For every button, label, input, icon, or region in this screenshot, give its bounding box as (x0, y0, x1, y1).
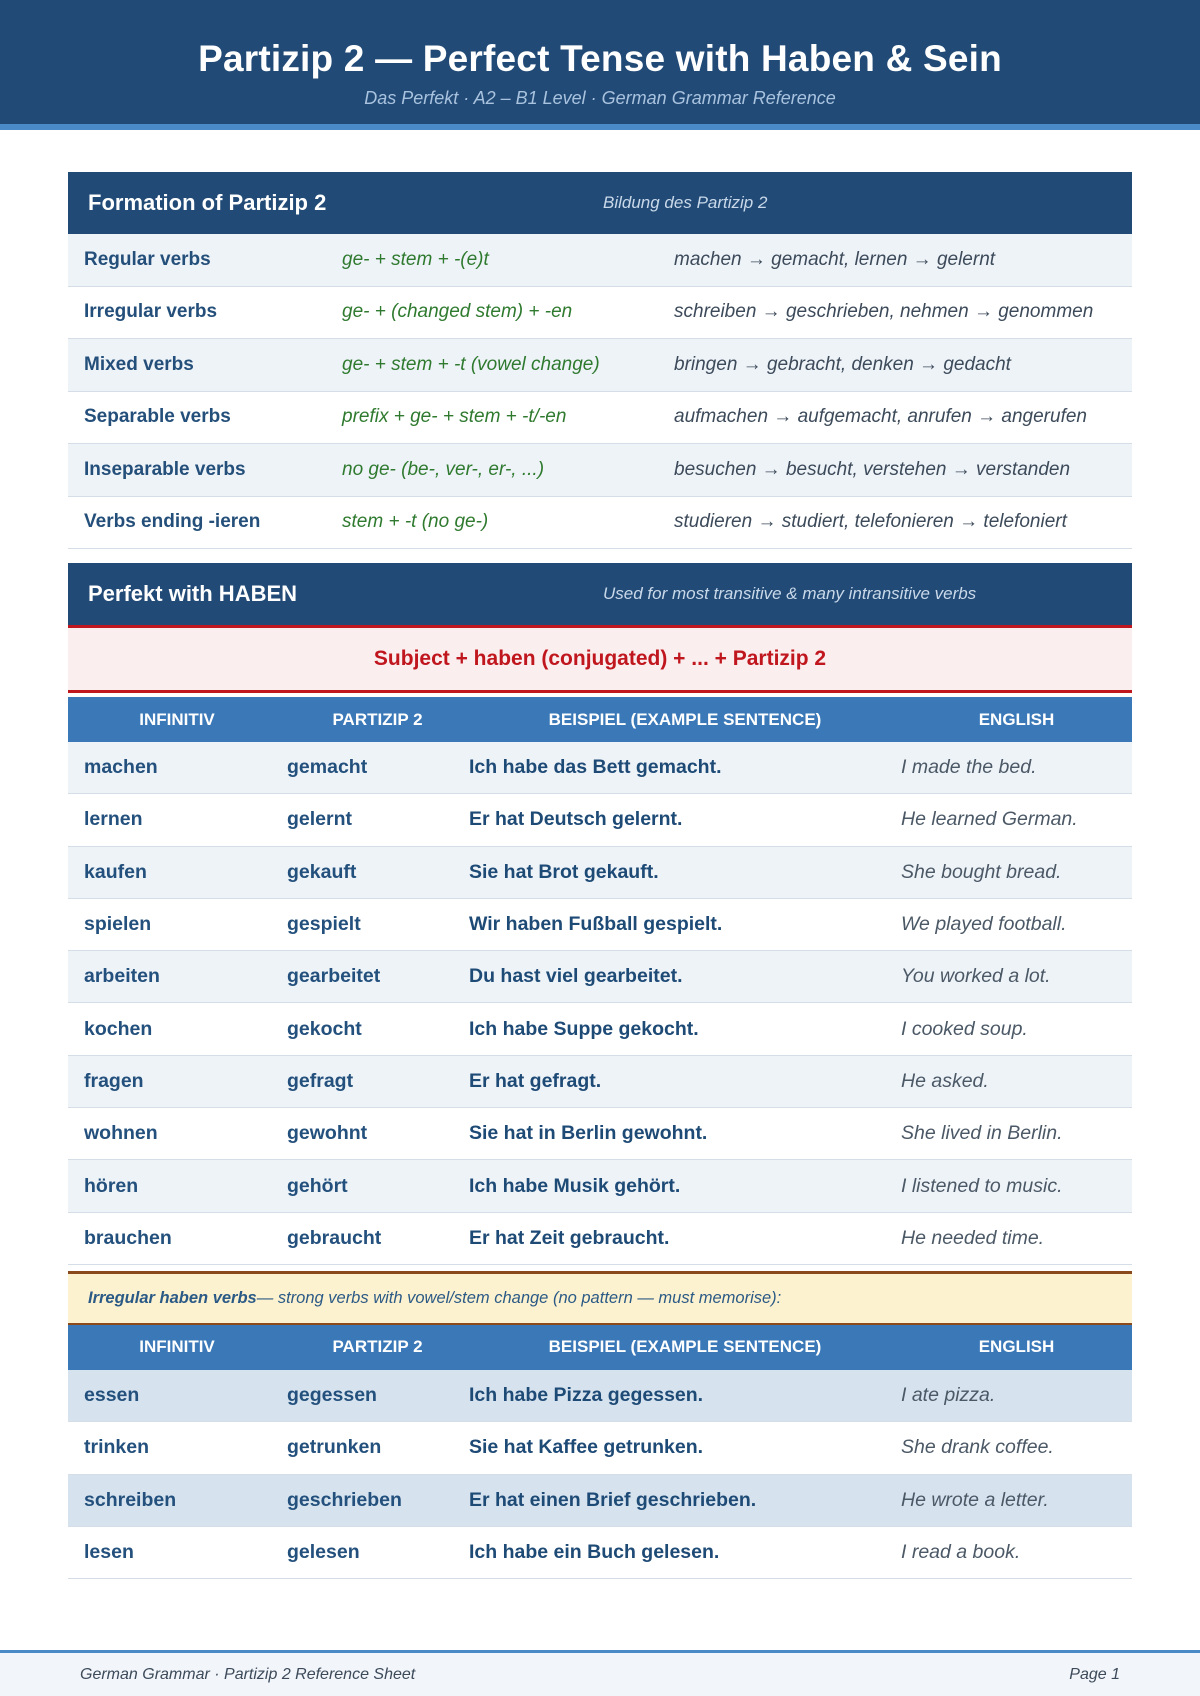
english-cell: I ate pizza. (901, 1384, 996, 1407)
verb-type: Separable verbs (84, 406, 231, 428)
haben-table-header (68, 697, 1132, 742)
formation-rule: ge- + stem + -t (vowel change) (342, 353, 600, 375)
table-row (68, 1213, 1132, 1265)
english-cell: He asked. (901, 1069, 989, 1092)
table-row (68, 1527, 1132, 1579)
english-cell: You worked a lot. (901, 965, 1051, 988)
column-header-english: ENGLISH (978, 1337, 1055, 1357)
table-row (68, 1003, 1132, 1055)
irregular-note (68, 1271, 1132, 1325)
formation-rule: stem + -t (no ge-) (342, 511, 489, 533)
english-cell: She bought bread. (901, 860, 1062, 883)
example-cell: Ich habe das Bett gemacht. (469, 756, 722, 779)
english-cell: I read a book. (901, 1541, 1021, 1563)
page-subtitle: Das Perfekt · A2 – B1 Level · German Grammar Reference (364, 88, 836, 108)
table-row (68, 1108, 1132, 1160)
partizip-cell: gekauft (287, 860, 357, 883)
example-cell: Du hast viel gearbeitet. (469, 965, 683, 988)
formation-example: machen → gemacht, lernen → gelernt (674, 248, 996, 270)
infinitiv-cell: wohnen (84, 1122, 158, 1145)
english-cell: We played football. (901, 913, 1067, 936)
english-cell: I cooked soup. (901, 1017, 1028, 1040)
formation-row (68, 234, 1132, 287)
formation-section (68, 172, 1132, 549)
formation-example: schreiben → geschrieben, nehmen → genommen (674, 301, 1094, 323)
page-header (0, 0, 1200, 124)
example-cell: Er hat gefragt. (469, 1069, 602, 1092)
page-number: Page 1 (1069, 1666, 1120, 1683)
infinitiv-cell: brauchen (84, 1226, 172, 1249)
haben-formula: Subject + haben (conjugated) + ... + Partizip 2 (68, 625, 1132, 693)
formation-example: bringen → gebracht, denken → gedacht (674, 353, 1011, 375)
english-cell: She drank coffee. (901, 1436, 1054, 1459)
formation-row (68, 497, 1132, 550)
formation-row (68, 287, 1132, 340)
table-row (68, 951, 1132, 1003)
infinitiv-cell: spielen (84, 913, 152, 936)
formation-row (68, 444, 1132, 497)
example-cell: Er hat Deutsch gelernt. (469, 808, 683, 831)
partizip-cell: gekocht (287, 1017, 362, 1040)
verb-type: Irregular verbs (84, 301, 218, 323)
partizip-cell: gehört (287, 1174, 348, 1197)
haben-header (68, 563, 1132, 625)
partizip-cell: getrunken (287, 1436, 382, 1459)
example-cell: Sie hat in Berlin gewohnt. (469, 1122, 708, 1145)
verb-type: Inseparable verbs (84, 458, 246, 480)
verb-type: Verbs ending -ieren (84, 511, 261, 533)
table-row (68, 899, 1132, 951)
partizip-cell: gewohnt (287, 1122, 368, 1145)
example-cell: Ich habe Musik gehört. (469, 1174, 681, 1197)
example-cell: Ich habe Suppe gekocht. (469, 1017, 699, 1040)
partizip-cell: gespielt (287, 913, 361, 936)
infinitiv-cell: fragen (84, 1069, 144, 1092)
column-header-beispiel: BEISPIEL (EXAMPLE SENTENCE) (548, 1337, 822, 1357)
partizip-cell: gebraucht (287, 1226, 382, 1249)
formation-rule: prefix + ge- + stem + -t/-en (342, 406, 567, 428)
haben-title: Perfekt with HABEN (88, 581, 298, 606)
page-title: Partizip 2 — Perfect Tense with Haben & Sein (198, 38, 1002, 79)
haben-table-body (68, 742, 1132, 1265)
irregular-note-text: — strong verbs with vowel/stem change (no pattern — must memorise): (256, 1288, 782, 1307)
example-cell: Er hat Zeit gebraucht. (469, 1226, 670, 1249)
column-header-beispiel: BEISPIEL (EXAMPLE SENTENCE) (548, 709, 822, 729)
irregular-note-heading: Irregular haben verbs (88, 1288, 257, 1307)
formation-row (68, 392, 1132, 445)
footer-left-text: German Grammar · Partizip 2 Reference Sheet (80, 1666, 416, 1683)
english-cell: I listened to music. (901, 1174, 1063, 1197)
infinitiv-cell: kochen (84, 1017, 153, 1040)
formation-example: besuchen → besucht, verstehen → verstanden (674, 458, 1071, 480)
infinitiv-cell: machen (84, 756, 158, 779)
infinitiv-cell: arbeiten (84, 965, 160, 988)
column-header-partizip: PARTIZIP 2 (332, 1337, 423, 1357)
english-cell: He needed time. (901, 1226, 1045, 1249)
irregular-table-header (68, 1325, 1132, 1370)
partizip-cell: gegessen (287, 1384, 377, 1407)
partizip-cell: gefragt (287, 1069, 354, 1092)
column-header-infinitiv: INFINITIV (139, 709, 215, 729)
example-cell: Ich habe Pizza gegessen. (469, 1384, 704, 1407)
page-footer (0, 1653, 1200, 1696)
formation-title: Formation of Partizip 2 (88, 190, 327, 215)
table-row (68, 1056, 1132, 1108)
formation-rule: no ge- (be-, ver-, er-, ...) (342, 458, 545, 480)
partizip-cell: geschrieben (287, 1488, 402, 1511)
verb-type: Regular verbs (84, 248, 211, 270)
example-cell: Sie hat Kaffee getrunken. (469, 1436, 704, 1459)
irregular-table-body (68, 1370, 1132, 1579)
formation-subtitle: Bildung des Partizip 2 (603, 193, 768, 212)
example-cell: Ich habe ein Buch gelesen. (469, 1541, 720, 1563)
formation-row (68, 339, 1132, 392)
english-cell: I made the bed. (901, 756, 1037, 779)
table-row (68, 1475, 1132, 1527)
partizip-cell: gemacht (287, 756, 368, 779)
table-row (68, 794, 1132, 846)
english-cell: She lived in Berlin. (901, 1122, 1063, 1145)
infinitiv-cell: schreiben (84, 1488, 177, 1511)
example-cell: Sie hat Brot gekauft. (469, 860, 659, 883)
table-row (68, 742, 1132, 794)
table-row (68, 847, 1132, 899)
infinitiv-cell: hören (84, 1174, 139, 1197)
haben-section (68, 563, 1132, 1579)
partizip-cell: gelesen (287, 1541, 360, 1563)
column-header-english: ENGLISH (978, 709, 1055, 729)
example-cell: Er hat einen Brief geschrieben. (469, 1488, 757, 1511)
table-row (68, 1370, 1132, 1422)
column-header-infinitiv: INFINITIV (139, 1337, 215, 1357)
column-header-partizip: PARTIZIP 2 (332, 709, 423, 729)
partizip-cell: gearbeitet (287, 965, 381, 988)
partizip-cell: gelernt (287, 808, 353, 831)
table-row (68, 1422, 1132, 1474)
verb-type: Mixed verbs (84, 353, 194, 375)
english-cell: He learned German. (901, 808, 1078, 831)
infinitiv-cell: kaufen (84, 860, 147, 883)
formation-header (68, 172, 1132, 234)
english-cell: He wrote a letter. (901, 1488, 1049, 1511)
formation-example: studieren → studiert, telefonieren → telefoniert (674, 511, 1067, 533)
formation-rule: ge- + (changed stem) + -en (342, 301, 573, 323)
formation-example: aufmachen → aufgemacht, anrufen → angerufen (674, 406, 1087, 428)
table-row (68, 1160, 1132, 1212)
formation-rows (68, 234, 1132, 549)
formation-rule: ge- + stem + -(e)t (342, 248, 489, 270)
infinitiv-cell: essen (84, 1384, 140, 1407)
example-cell: Wir haben Fußball gespielt. (469, 913, 723, 936)
infinitiv-cell: lernen (84, 808, 143, 831)
infinitiv-cell: trinken (84, 1436, 150, 1459)
header-stripe (0, 124, 1200, 130)
infinitiv-cell: lesen (84, 1541, 134, 1563)
haben-subtitle: Used for most transitive & many intransitive verbs (603, 584, 977, 603)
